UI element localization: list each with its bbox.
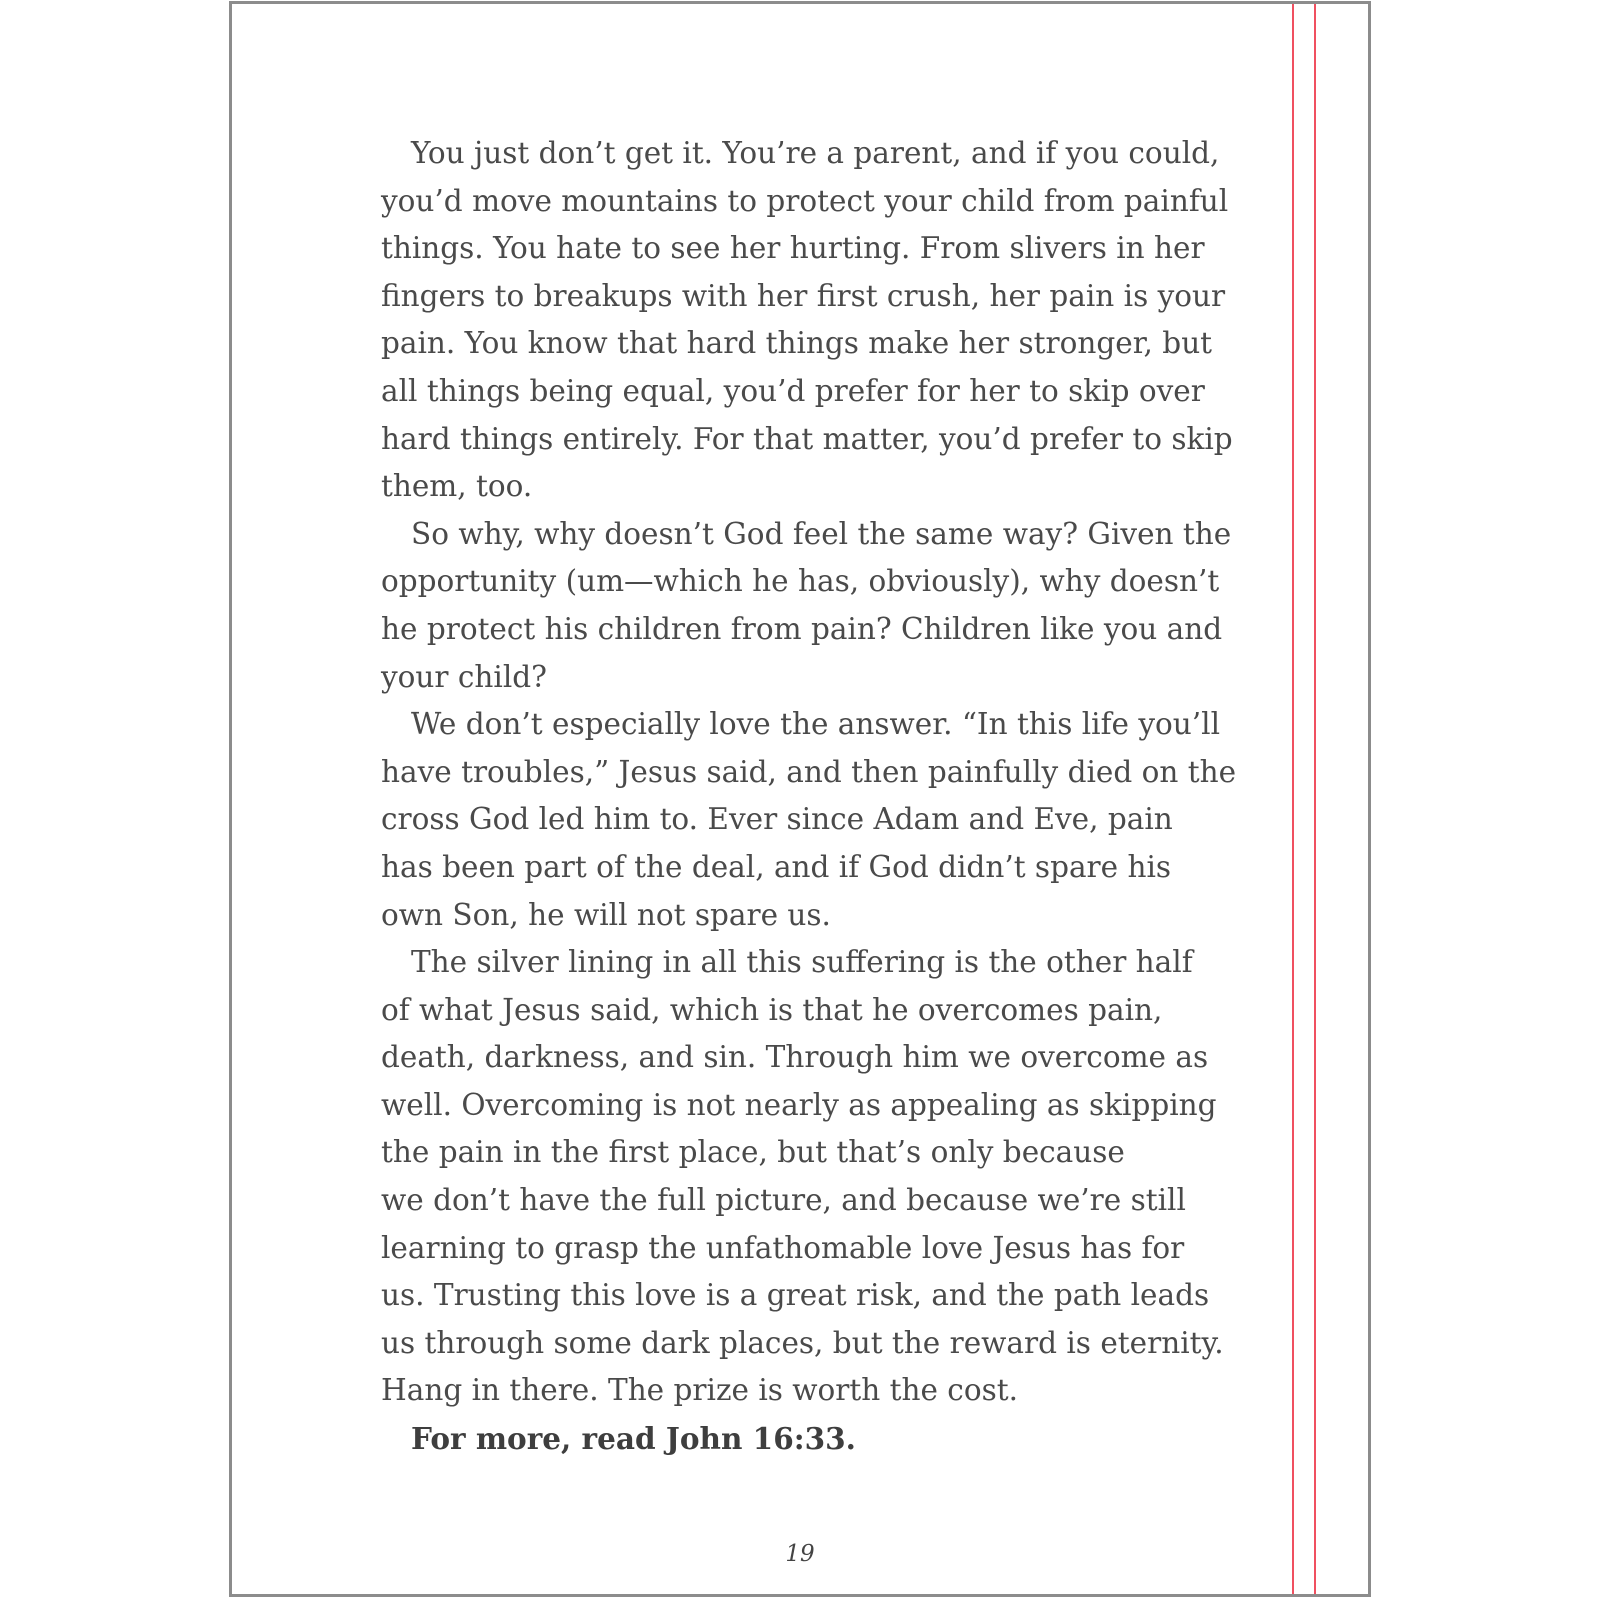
- paragraph-line: your child?: [381, 659, 547, 694]
- paragraph-line: we don’t have the full picture, and because we’re still: [381, 1183, 1186, 1218]
- body-text: [381, 130, 1241, 1463]
- paragraph-line: all things being equal, you’d prefer for her to skip over: [381, 373, 1205, 408]
- paragraph-line: us through some dark places, but the reward is eternity.: [381, 1325, 1224, 1360]
- margin-line-left: [1292, 4, 1294, 1594]
- paragraph-line: You just don’t get it. You’re a parent, and if you could,: [411, 136, 1220, 170]
- paragraph-line: you’d move mountains to protect your child from painful: [381, 183, 1229, 218]
- paragraph-line: things. You hate to see her hurting. From slivers in her: [381, 231, 1205, 266]
- margin-line-right: [1314, 4, 1316, 1594]
- paragraph-line: well. Overcoming is not nearly as appealing as skipping: [381, 1087, 1217, 1122]
- paragraph-line: have troubles,” Jesus said, and then painfully died on the: [381, 754, 1237, 789]
- paragraph-line: Hang in there. The prize is worth the cost.: [381, 1373, 1018, 1408]
- paragraph-line: The silver lining in all this suffering is the other half: [411, 945, 1193, 980]
- paragraph-line: So why, why doesn’t God feel the same way? Given the: [411, 516, 1232, 551]
- page-number: 19: [785, 1541, 815, 1567]
- paragraph-line: he protect his children from pain? Children like you and: [381, 611, 1223, 646]
- paragraph-line: death, darkness, and sin. Through him we overcome as: [381, 1040, 1209, 1075]
- paragraph-line: us. Trusting this love is a great risk, and the path leads: [381, 1278, 1210, 1313]
- paragraph-line: learning to grasp the unfathomable love Jesus has for: [381, 1230, 1185, 1265]
- paragraph-line: cross God led him to. Ever since Adam and Eve, pain: [381, 802, 1173, 837]
- paragraph-line: them, too.: [381, 469, 533, 504]
- scripture-reference: For more, read John 16:33.: [411, 1421, 856, 1457]
- paragraph-line: has been part of the deal, and if God didn’t spare his: [381, 849, 1172, 884]
- paragraph-line: opportunity (um—which he has, obviously), why doesn’t: [381, 564, 1220, 599]
- paragraph-line: fingers to breakups with her first crush, her pain is your: [381, 278, 1226, 313]
- paragraph-line: the pain in the first place, but that’s only because: [381, 1135, 1125, 1170]
- paragraph-line: pain. You know that hard things make her stronger, but: [381, 326, 1213, 361]
- paragraph-line: We don’t especially love the answer. “In this life you’ll: [411, 707, 1221, 742]
- book-page: [229, 1, 1371, 1597]
- paragraph-line: of what Jesus said, which is that he overcomes pain,: [381, 992, 1163, 1027]
- paragraph-line: hard things entirely. For that matter, you’d prefer to skip: [381, 421, 1233, 456]
- paragraph-line: own Son, he will not spare us.: [381, 897, 831, 932]
